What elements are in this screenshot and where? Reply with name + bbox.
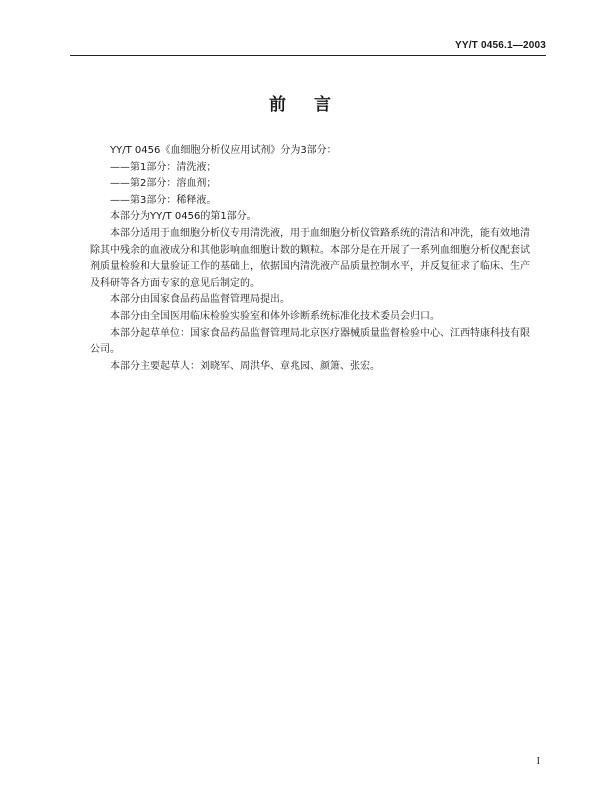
page-number: I: [536, 756, 540, 767]
paragraph-centralized-by: 本部分由全国医用临床检验实验室和体外诊断系统标准化技术委员会归口。: [110, 310, 440, 322]
page-title: 前言: [269, 95, 359, 115]
paragraph-proposed-by: 本部分由国家食品药品监督管理局提出。: [110, 294, 290, 306]
header-rule: [70, 55, 546, 56]
paragraph-part-statement: 本部分为YY/T 0456的第1部分。: [110, 211, 257, 223]
list-item-part-2: ——第2部分：溶血剂；: [110, 178, 217, 190]
paragraph-drafters: 本部分主要起草人：刘晓军、周洪华、章兆园、颜箫、张宏。: [110, 360, 380, 372]
list-item-part-3: ——第3部分：稀释液。: [110, 194, 217, 206]
list-item-part-1: ——第1部分：清洗液；: [110, 161, 217, 173]
paragraph-scope: 本部分适用于血细胞分析仪专用清洗液，用于血细胞分析仪管路系统的清洁和冲洗，能有效地清除其中残余的血液成分和其他影响血细胞计数的颗粒。本部分是在开展了一系列血细胞分析仪配套试剂质量检验和大量验证工作的基础上，依据国内清洗液产品质量控制水平，并反复征求了临床、生产及科研等各方面专家的意见后制定的。: [90, 227, 530, 289]
body-text: [90, 143, 530, 375]
paragraph-intro: YY/T 0456《血细胞分析仪应用试剂》分为3部分：: [110, 145, 337, 156]
paragraph-drafting-units: 本部分起草单位：国家食品药品监督管理局北京医疗器械质量监督检验中心、江西特康科技有限公司。: [90, 327, 530, 356]
standard-number: YY/T 0456.1—2003: [454, 40, 546, 51]
